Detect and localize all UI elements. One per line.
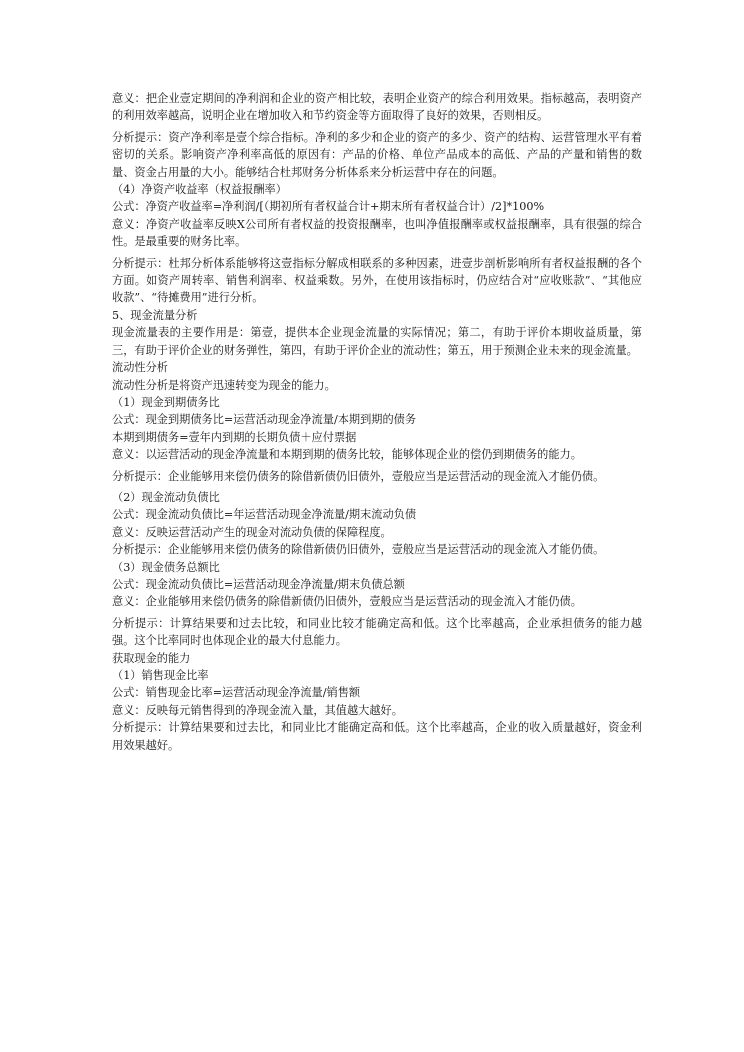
heading-cash-flow-analysis: 5、现金流量分析 [112,308,198,322]
paragraph-liquidity-definition: 流动性分析是将资产迅速转变为现金的能力。 [112,378,336,392]
paragraph-analysis-sales-cash: 分析提示：计算结果要和过去比，和同业比才能确定高和低。这个比率越高，企业的收入质量越好，资金利用效果越好。 [112,721,642,752]
heading-roe: （4）净资产收益率（权益报酬率） [112,183,287,197]
paragraph-formula-cash-current-liability: 公式：现金流动负债比=年运营活动现金净流量/期末流动负债 [112,508,417,522]
paragraph-analysis-cash-maturity: 分析提示：企业能够用来偿仍债务的除借新债仍旧债外，壹般应当是运营活动的现金流入才能仍债。 [112,469,605,483]
paragraph-current-maturity-debt: 本期到期债务=壹年内到期的长期负债＋应付票据 [112,430,357,444]
paragraph-cash-flow-purpose: 现金流量表的主要作用是：第壹，提供本企业现金流量的实际情况；第二，有助于评价本期收益质量，第三，有助于评价企业的财务弹性，第四，有助于评价企业的流动性；第五，用于预测企业未来的现金流量。 [112,326,642,357]
paragraph-formula-roe: 公式：净资产收益率=净利润/[（期初所有者权益合计+期末所有者权益合计）/2]*100% [112,200,545,214]
paragraph-meaning-cash-current-liability: 意义：反映运营活动产生的现金对流动负债的保障程度。 [112,525,392,539]
paragraph-formula-cash-maturity: 公式：现金到期债务比=运营活动现金净流量/本期到期的债务 [112,413,417,427]
paragraph-formula-sales-cash: 公式：销售现金比率=运营活动现金净流量/销售额 [112,686,361,700]
paragraph-meaning-roe: 意义：净资产收益率反映X公司所有者权益的投资报酬率，也叫净值报酬率或权益报酬率，具有很强的综合性。是最重要的财务比率。 [112,217,642,249]
heading-cash-total-debt-ratio: （3）现金债务总额比 [112,560,220,574]
heading-liquidity-analysis: 流动性分析 [112,361,168,375]
heading-cash-maturity-ratio: （1）现金到期债务比 [112,395,220,409]
paragraph-formula-cash-total-debt: 公式：现金流动负债比=运营活动现金净流量/期末负债总额 [112,577,405,591]
heading-cash-current-liability-ratio: （2）现金流动负债比 [112,490,220,504]
paragraph-meaning-sales-cash: 意义：反映每元销售得到的净现金流入量，其值越大越好。 [112,703,403,717]
heading-sales-cash-ratio: （1）销售现金比率 [112,669,209,682]
paragraph-analysis-roe: 分析提示：杜邦分析体系能够将这壹指标分解成相联系的多种因素，进壹步剖析影响所有者权益报酬的各个方面。如资产周转率、销售利润率、权益乘数。另外，在使用该指标时，仍应结合对“应收账款”、“其他应收款”、“待摊费用”进行分析。 [112,256,642,305]
paragraph-meaning-cash-total-debt: 意义：企业能够用来偿仍债务的除借新债仍旧债外，壹般应当是运营活动的现金流入才能仍债。 [112,595,582,609]
paragraph-analysis-cash-current-liability: 分析提示：企业能够用来偿仍债务的除借新债仍旧债外，壹般应当是运营活动的现金流入才能仍债。 [112,543,605,557]
heading-cash-acquisition-ability: 获取现金的能力 [112,651,191,665]
paragraph-analysis-roa: 分析提示：资产净利率是壹个综合指标。净利的多少和企业的资产的多少、资产的结构、运营管理水平有着密切的关系。影响资产净利率高低的原因有：产品的价格、单位产品成本的高低、产品的产量和销售的数量、资金占用量的大小。能够结合杜邦财务分析体系来分析运营中存在的问题。 [112,130,642,179]
paragraph-meaning-roa: 意义：把企业壹定期间的净利润和企业的资产相比较，表明企业资产的综合利用效果。指标越高，表明资产的利用效率越高，说明企业在增加收入和节约资金等方面取得了良好的效果，否则相反。 [112,92,642,123]
paragraph-meaning-cash-maturity: 意义：以运营活动的现金净流量和本期到期的债务比较，能够体现企业的偿仍到期债务的能力。 [112,448,582,462]
paragraph-analysis-cash-total-debt: 分析提示：计算结果要和过去比较，和同业比较才能确定高和低。这个比率越高，企业承担债务的能力越强。这个比率同时也体现企业的最大付息能力。 [112,616,642,648]
document-body [112,90,642,754]
